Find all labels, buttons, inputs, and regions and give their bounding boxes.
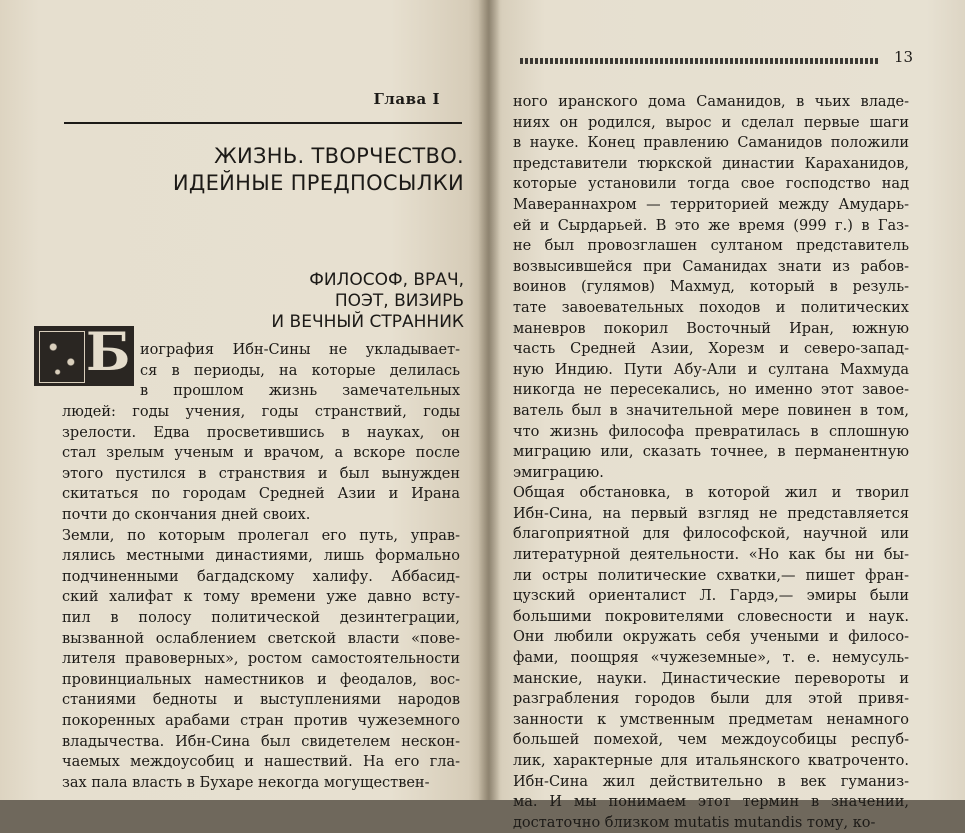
text-line: маневров покорил Восточный Иран, южную [513,320,909,337]
text-line: ватель был в значительной мере повинен в том, [513,402,909,419]
text-line: эмиграцию. [513,464,604,481]
text-line: лик, характерные для итальянского кватроченто. [513,753,909,769]
text-line: людей: годы учения, годы странствий, годы [62,404,460,420]
section-title [164,270,464,333]
text-line: ей и Сырдарьей. В это же время (999 г.) в Газ- [513,217,909,234]
text-line: Ибн-Сина, на первый взгляд не представляется [513,505,909,522]
text-line: Общая обстановка, в которой жил и творил [513,485,909,502]
chapter-label: Глава I [373,90,440,108]
text-line: благоприятной для философской, научной или [513,526,909,543]
text-line: миграцию или, сказать точнее, в перманентную [513,444,909,461]
section-title-line: ПОЭТ, ВИЗИРЬ [334,291,464,311]
right-page-body-text [513,92,909,833]
text-line: стал зрелым ученым и врачом, а вскоре после [62,445,460,462]
text-line: тате завоевательных походов и политических [513,299,909,316]
chapter-rule [64,122,462,124]
left-page-body-text [62,402,460,793]
book-gutter [478,0,500,800]
drop-cap-letter: Б [86,322,131,383]
text-line: часть Средней Азии, Хорезм и северо-запад- [513,341,909,358]
floral-ornament-icon [39,331,85,383]
text-line: Они любили окружать себя учеными и филосо- [513,629,909,646]
text-line: пил в полосу политической дезинтеграции, [62,609,460,626]
text-line: покоренных арабами стран против чужеземного [62,712,460,729]
text-line: в прошлом жизнь замечательных [140,383,460,400]
text-line: возвысившейся при Саманидах знати из рабов- [513,258,909,275]
text-line: почти до скончания дней своих. [62,506,311,523]
text-line: цузский ориенталист Л. Гардэ,— эмиры были [513,588,909,605]
section-title-line: И ВЕЧНЫЙ СТРАННИК [271,312,464,332]
text-line: Земли, по которым пролегал его путь, управ- [62,527,460,544]
text-line: разграбления городов были для этой привя- [513,691,909,708]
chapter-title [84,143,464,197]
section-title-line: ФИЛОСОФ, ВРАЧ, [309,270,464,290]
chapter-title-line: ЖИЗНЬ. ТВОРЧЕСТВО. [214,144,464,168]
text-line: Ибн-Сина жил действительно в век гуманиз- [513,773,909,790]
text-line: литературной деятельности. «Но как бы ни бы- [513,547,909,564]
text-line: достаточно близком mutatis mutandis тому, ко- [513,814,876,831]
left-page-dropcap-text [140,340,460,402]
text-line: ли остры политические схватки,— пишет фран- [513,567,909,584]
text-line: никогда не пересекались, но именно этот завое- [513,382,909,399]
text-line: лителя правоверных», ростом самостоятельности [62,651,460,668]
text-line: иография Ибн-Сины не укладывает- [140,342,460,358]
text-line: большими покровителями словесности и наук. [513,608,909,625]
text-line: станиями бедноты и выступлениями народов [62,692,460,709]
text-line: не был провозглашен султаном представитель [513,238,909,255]
text-line: вызванной ослаблением светской власти «пове- [62,630,460,647]
text-line: которые установили тогда свое господство над [513,176,909,193]
text-line: чаемых междоусобиц и нашествий. На его гла- [62,754,460,771]
text-line: ся в периоды, на которые делилась [140,362,460,379]
text-line: подчиненными багдадскому халифу. Аббасид- [62,568,460,585]
text-line: ного иранского дома Саманидов, в чьих владе- [513,94,909,110]
text-line: ную Индию. Пути Абу-Али и султана Махмуда [513,361,909,378]
left-page [0,0,488,800]
text-line: этого пустился в странствия и был вынужден [62,465,460,482]
page-number: 13 [894,48,914,66]
text-line: зрелости. Едва просветившись в науках, он [62,424,460,441]
running-header-ornament [520,58,878,64]
text-line: ниях он родился, вырос и сделал первые шаги [513,114,909,131]
text-line: владычества. Ибн-Сина был свидетелем нескон- [62,733,460,750]
chapter-title-line: ИДЕЙНЫЕ ПРЕДПОСЫЛКИ [172,171,464,195]
text-line: большей помехой, чем междоусобицы респуб- [513,732,909,749]
text-line: что жизнь философа превратилась в сплошную [513,423,909,440]
text-line: представители тюркской династии Караханидов, [513,155,909,172]
text-line: ма. И мы понимаем этот термин в значении, [513,794,909,811]
ornamental-drop-cap [34,322,134,386]
text-line: лялись местными династиями, лишь формально [62,548,460,565]
text-line: воинов (гулямов) Махмуд, который в резуль- [513,279,909,296]
text-line: фами, поощряя «чужеземные», т. е. немусуль- [513,650,909,667]
text-line: провинциальных наместников и феодалов, вос- [62,671,460,688]
text-line: Мавераннахром — территорией между Амударь- [513,196,909,213]
text-line: скитаться по городам Средней Азии и Ирана [62,486,460,503]
text-line: ский халифат к тому времени уже давно всту- [62,589,460,606]
text-line: зах пала власть в Бухаре некогда могуществен- [62,774,430,791]
text-line: занности к умственным предметам ненамного [513,711,909,728]
text-line: манские, науки. Династические перевороты и [513,670,909,687]
text-line: в науке. Конец правлению Саманидов положили [513,135,909,152]
